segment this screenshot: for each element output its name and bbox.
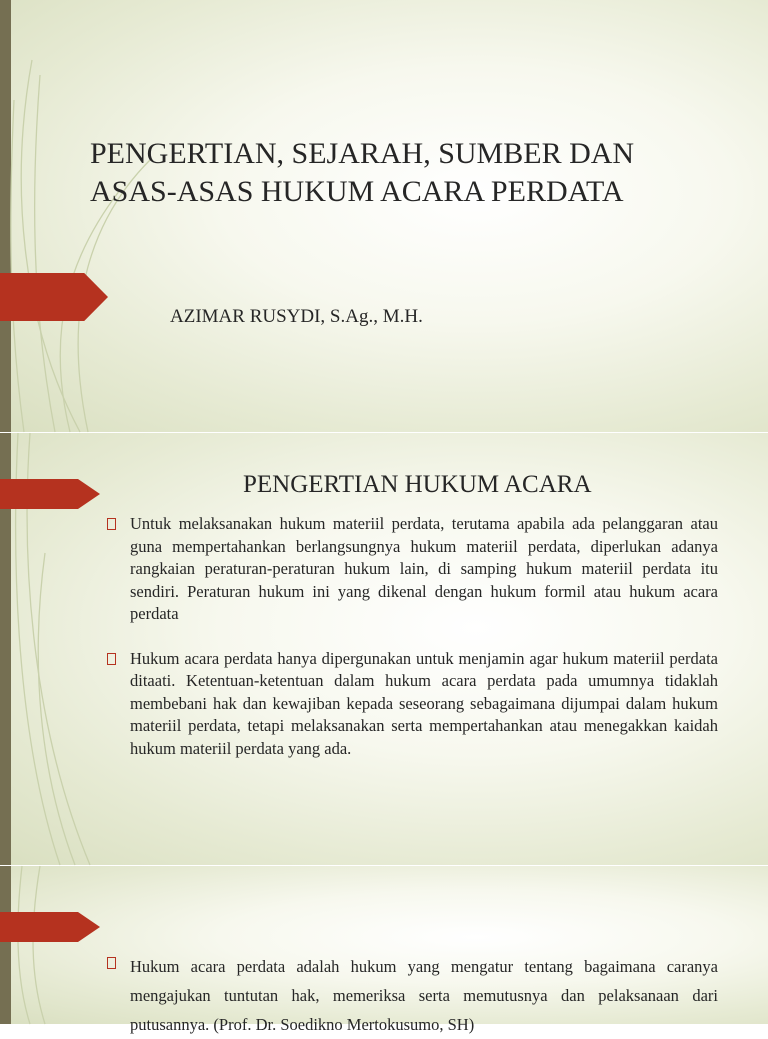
bullet-list <box>104 513 718 782</box>
swirl-decoration <box>0 0 200 432</box>
bullet-icon <box>107 518 116 530</box>
list-item <box>104 513 718 626</box>
list-item <box>104 952 718 1039</box>
slide-title <box>0 0 768 432</box>
bullet-icon <box>107 653 116 665</box>
slide-heading: PENGERTIAN HUKUM ACARA <box>243 471 592 498</box>
bullet-text: Hukum acara perdata adalah hukum yang mengatur tentang bagaimana caranya mengajukan tuntutan hak, memeriksa serta memutusnya dan pelaksanaan dari putusannya. (Prof. Dr. Soedikno Mertokusumo, SH) <box>130 957 718 1034</box>
slide-definition <box>0 433 768 865</box>
slide-definition-cont <box>0 866 768 1034</box>
bullet-list <box>104 952 718 1039</box>
list-item <box>104 648 718 761</box>
presentation-title: PENGERTIAN, SEJARAH, SUMBER DAN ASAS-ASAS HUKUM ACARA PERDATA <box>90 137 635 208</box>
author-name: AZIMAR RUSYDI, S.Ag., M.H. <box>170 306 423 327</box>
bullet-text: Untuk melaksanakan hukum materiil perdata, terutama apabila ada pelanggaran atau guna mempertahankan berlangsungnya hukum materiil perdata, diperlukan adanya rangkaian peraturan-peraturan hukum lain, di samping hukum materiil perdata itu sendiri. Peraturan hukum ini yang dikenal dengan hukum formil atau hukum acara perdata <box>130 514 718 623</box>
bullet-text: Hukum acara perdata hanya dipergunakan untuk menjamin agar hukum materiil perdata ditaati. Ketentuan-ketentuan dalam hukum acara perdata pada umumnya tidaklah membebani hak dan kewajiban kepada seseorang sebagaimana dijumpai dalam hukum materiil perdata, tetapi melaksanakan serta mempertahankan atau menegakkan kaidah hukum materiil perdata yang ada. <box>130 648 718 758</box>
bullet-icon <box>107 957 116 969</box>
